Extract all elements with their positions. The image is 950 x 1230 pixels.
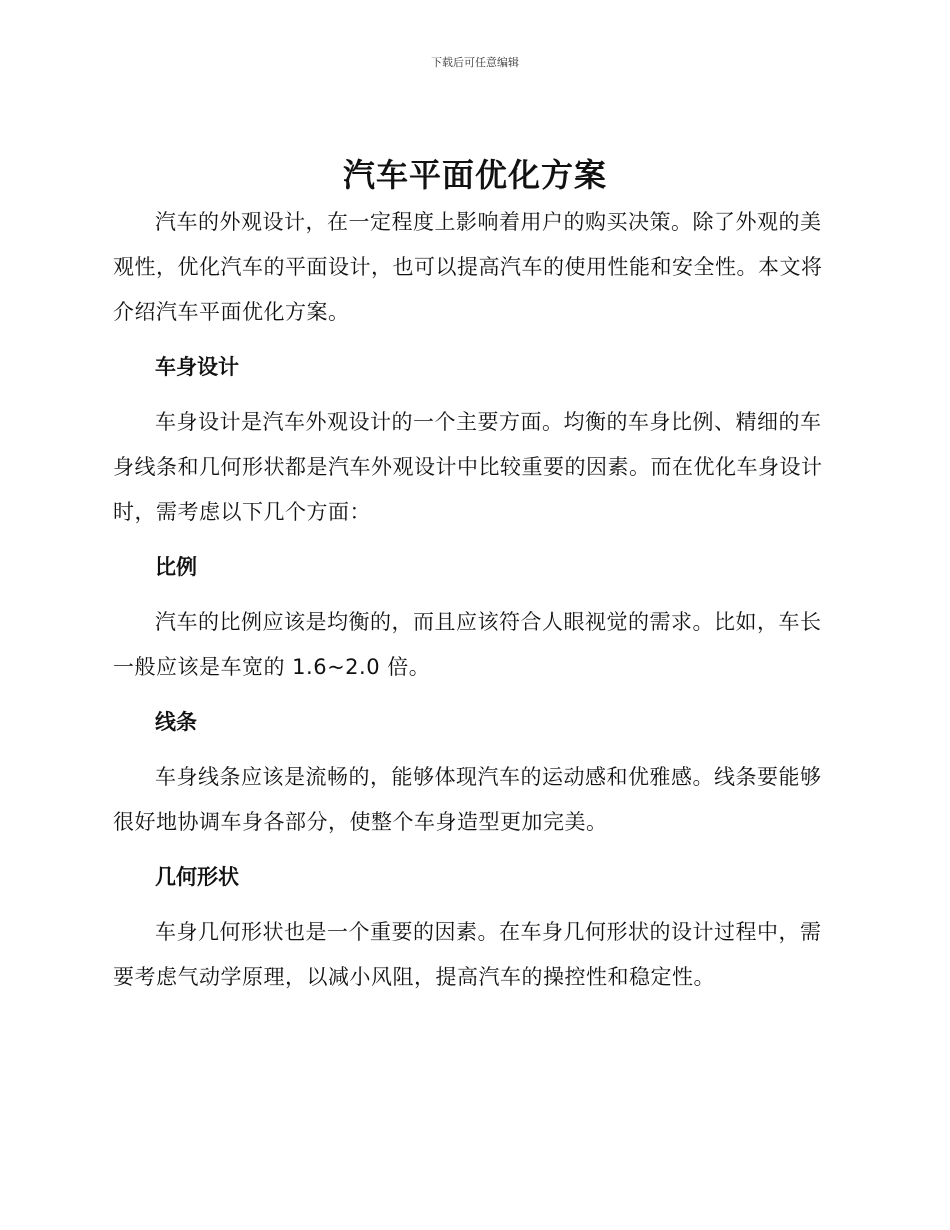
section-heading-geometry: 几何形状: [155, 865, 239, 889]
intro-paragraph: 汽车的外观设计，在一定程度上影响着用户的购买决策。除了外观的美观性，优化汽车的平面设计，也可以提高汽车的使用性能和安全性。本文将介绍汽车平面优化方案。: [113, 210, 823, 324]
section-paragraph-ratio: 汽车的比例应该是均衡的，而且应该符合人眼视觉的需求。比如，车长一般应该是车宽的 1.6~2.0 倍。: [113, 610, 822, 679]
section-paragraph-body-design: 车身设计是汽车外观设计的一个主要方面。均衡的车身比例、精细的车身线条和几何形状都是汽车外观设计中比较重要的因素。而在优化车身设计时，需考虑以下几个方面：: [113, 410, 823, 524]
section-heading-body-design: 车身设计: [155, 355, 239, 379]
document-body: [113, 200, 833, 1000]
section-paragraph-lines: 车身线条应该是流畅的，能够体现汽车的运动感和优雅感。线条要能够很好地协调车身各部分，使整个车身造型更加完美。: [113, 765, 822, 834]
section-paragraph-geometry: 车身几何形状也是一个重要的因素。在车身几何形状的设计过程中，需要考虑气动学原理，以减小风阻，提高汽车的操控性和稳定性。: [113, 920, 822, 989]
section-heading-ratio: 比例: [155, 555, 197, 579]
section-heading-lines: 线条: [155, 710, 197, 734]
header-note: 下载后可任意编辑: [431, 56, 519, 69]
document-title: 汽车平面优化方案: [342, 156, 607, 194]
